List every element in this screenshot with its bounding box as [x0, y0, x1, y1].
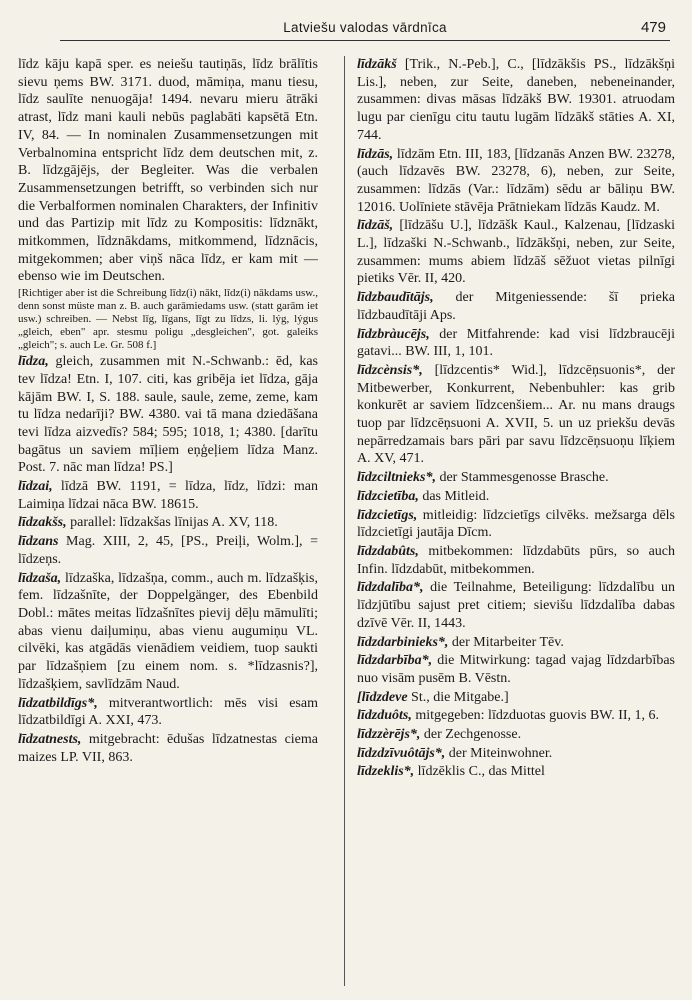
dictionary-entry: [18, 570, 318, 694]
entry-headword: līdzās,: [357, 146, 394, 162]
entry-headword: līdzdzīvuôtājs*,: [357, 745, 446, 761]
dictionary-entry: [357, 579, 675, 632]
entry-headword: līdzakšs,: [18, 515, 67, 531]
dictionary-entry: [18, 695, 318, 730]
dictionary-entry: [18, 533, 318, 568]
entry-text: der Mitgeniessende: šī prieka līdzbaudītāji Aps.: [357, 290, 675, 323]
entry-headword: līdzzèrējs*,: [357, 727, 421, 743]
entry-text: līdzaška, līdzašņa, comm., auch m. līdzašķis, fem. līdzašnīte, der Doppelgänger, des Ebenbild Dobl.: mātes meitas līdzašnītes pievij dēļu māmulīti; abas vienu daiļumiņu, abas vienu augumiņu VL. cilvēki, kas atgādās vienādiem veidiem, tuop saukti par līdzašņiem [zu einem nom. s. *līdzasnis?], līdzašķiem, savlīdzām Naud.: [18, 570, 318, 692]
dictionary-entry: [357, 707, 675, 725]
entry-headword: līdzaša,: [18, 570, 62, 586]
dictionary-entry: [357, 763, 675, 781]
entry-text: der Stammesgenosse Brasche.: [435, 470, 609, 486]
entry-text: [Trik., N.-Peb.], C., [līdzākšis PS., līdzākšņi Lis.], neben, zur Seite, daneben, nebeneinander, zusammen: divas māsas līdzākš BW. 19301. atruodam lugu par cienīgu citu tautu lugām līdzākš stāties A. XI, 744.: [357, 57, 675, 143]
dictionary-entry: [357, 726, 675, 744]
dictionary-entry: [357, 326, 675, 361]
entry-text: gleich, zusammen mit N.-Schwanb.: ēd, kas tev līdza! Etn. I, 107. citi, kas gribēja iet līdza, gāja kājām BW. I, S. 188. saule, saule, zeme, zeme, kam tu līdza nedarīji? BW. 4380. vai tā mana dziedāšana tevi līdza aizvedīs? 584; 595; 1018, 1; 4380. [darītu bagātus un saviem mīļiem eņģeļiem līdza Manz. Post. 7. nāc man līdza! PS.]: [18, 354, 318, 476]
entry-text: līdzām Etn. III, 183, [līdzanās Anzen BW. 23278, (auch līdzavēs BW. 23278, 6), neben, zur Seite, zusammen: līdzās (Var.: līdzām) sēdu ar bāliņu BW. 12016. Uolīniete stāvēja Prātniekam līdzās Kaudz. M.: [357, 146, 675, 215]
dictionary-entry: [357, 745, 675, 763]
entry-text: die Mitwirkung: tagad vajag līdzdarbības nuo visām pusēm B. Vēstn.: [357, 653, 675, 686]
entry-headword: līdzans: [18, 534, 59, 550]
dictionary-entry: [357, 543, 675, 578]
entry-text: St., die Mitgabe.]: [407, 689, 509, 705]
entry-headword: līdzdalība*,: [357, 580, 424, 596]
entry-headword: līdzciltnieks*,: [357, 470, 436, 486]
dictionary-entry: [18, 478, 318, 513]
entry-headword: līdzai,: [18, 479, 53, 495]
dictionary-entry: [357, 56, 675, 145]
entry-text: der Mitfahrende: kad visi līdzbraucēji gatavi... BW. III, 1, 101.: [357, 326, 675, 360]
entry-headword: līdzcietīgs,: [357, 507, 418, 523]
dictionary-entry: [357, 362, 675, 468]
entry-text: līdz kāju kapā sper. es neiešu tautiņās, līdz brālītis sievu ņems BW. 3171. duod, māmiņa, manu tiesu, līdz saulīte nenuogāja! 1494. nevaru mieru ātrāki atrast, līdz mani kauli nebūs paglabāti kapsētā Etn. IV, 84. — In nominalen Zusammensetzungen mit Verbalnomina entspricht līdz dem deutschen mit, z. B. līdzgājējs, der Begleiter. Was die verbalen Zusammensetzungen betrifft, so verbinden sich nur die Verbalformen nominalen Charakters, der Infinitiv und das Partizip mit līdz zu Kompositis: līdznākt, mitkommen, līdznākdams, mitkommend, līdznācis, mitgekommen; aber viņš nāca līdz, er kam mit — ebenso wie im Deutschen.: [18, 57, 318, 285]
entry-text: mitleidig: līdzcietīgs cilvēks. mežsarga dēls līdzcietīgi jautāja Dīcm.: [357, 507, 675, 541]
entry-headword: līdzdabûts,: [357, 543, 419, 559]
entry-headword: līdzdarbība*,: [357, 653, 433, 669]
entry-text: [līdzcentis* Wid.], līdzcēņsuonis*, der Mitbewerber, Konkurrent, Nebenbuhler: kas grib konkurēt ar saviem līdzcenšiem... Ar. nu mans draugs tuop par līdzcēņsuoni A. XVII, 5. un uz priekšu devās nepārredzamais bars pāri par savu līdzcēņsuoņu līķiem A. XV, 471.: [357, 362, 675, 467]
page-number: 479: [640, 19, 666, 36]
entry-headword: līdzcietība,: [357, 488, 419, 504]
entry-text: mitgebracht: ēdušas līdzatnestas ciema maizes LP. VII, 863.: [18, 731, 318, 765]
entry-headword: līdzatbildīgs*,: [18, 695, 98, 711]
entry-text: der Zechgenosse.: [420, 727, 522, 743]
dictionary-entry: [357, 289, 675, 324]
entry-headword: līdzbràucējs,: [357, 326, 430, 342]
left-column: [18, 56, 318, 767]
entry-headword: līdzāš,: [357, 218, 394, 234]
entry-text: līdzēklis C., das Mittel: [414, 764, 545, 780]
page-header: [60, 18, 670, 41]
dictionary-entry: [357, 469, 675, 487]
dictionary-entry: [357, 488, 675, 506]
entry-headword: līdzdarbinieks*,: [357, 634, 449, 650]
entry-headword: līdzduôts,: [357, 708, 412, 724]
entry-headword: līdzcènsis*,: [357, 362, 423, 378]
entry-text: mitgegeben: līdzduotas guovis BW. II, 1, 6.: [411, 708, 660, 724]
entry-text: das Mitleid.: [418, 488, 490, 504]
entry-text: Mag. XIII, 2, 45, [PS., Preiļi, Wolm.], = līdzeņs.: [18, 534, 318, 567]
page-title: Latviešu valodas vārdnīca: [283, 20, 447, 35]
dictionary-entry: [357, 217, 675, 288]
right-column: [357, 56, 675, 782]
entry-text: der Miteinwohner.: [445, 745, 553, 761]
dictionary-entry: [357, 689, 675, 707]
dictionary-entry: [18, 731, 318, 766]
entry-headword: līdza,: [18, 354, 49, 370]
entry-headword: līdzbaudītājs,: [357, 290, 434, 306]
entry-text: die Teilnahme, Beteiligung: līdzdalību un līdzjūtību sajust pret citiem; sievišu līdzdalība dabas dzīvē Vēr. II, 1443.: [357, 580, 675, 631]
dictionary-entry: [18, 514, 318, 532]
entry-text: [Richtiger aber ist die Schreibung līdz(i) nākt, līdz(i) nākdams usw., denn sonst müste man z. B. auch garāmiedams usw. (statt garām iet usw.) schreiben. — Nebst līg, līgans, līgt zu līdzs, li. lýg, lýgus „gleich, eben" apr. stesmu poligu „desgleichen", got. galeiks „gleich"; s. auch Le. Gr. 508 f.]: [18, 287, 318, 352]
dictionary-entry: [357, 652, 675, 687]
entry-text: mitbekommen: līdzdabūts pūrs, so auch Infin. līdzdabūt, mitbekommen.: [357, 543, 675, 577]
entry-text: mitverantwortlich: mēs visi esam līdzatbildīgi A. XXI, 473.: [18, 695, 318, 729]
entry-text: der Mitarbeiter Tēv.: [448, 634, 564, 650]
dictionary-entry: [18, 56, 318, 286]
column-divider: [344, 56, 345, 986]
entry-headword: līdzeklis*,: [357, 764, 415, 780]
entry-headword: [līdzdeve: [357, 689, 408, 705]
dictionary-entry: [357, 146, 675, 217]
dictionary-entry: [18, 287, 318, 352]
entry-headword: līdzatnests,: [18, 731, 82, 747]
entry-text: [līdzāšu U.], līdzāšk Kaul., Kalzenau, [līdzaski L.], līdzaški N.-Schwanb., līdzākšņi, neben, zur Seite, zusammen: mums abiem līdzāš sēžuot vietas pilnīgi pietiks Vēr. II, 420.: [357, 218, 675, 287]
entry-text: parallel: līdzakšas līnijas A. XV, 118.: [66, 515, 278, 531]
entry-headword: līdzākš: [357, 57, 397, 72]
dictionary-entry: [357, 507, 675, 542]
entry-text: līdzā BW. 1191, = līdza, līdz, līdzi: man Laimiņa līdzai nāca BW. 18615.: [18, 479, 318, 512]
dictionary-entry: [18, 353, 318, 477]
dictionary-entry: [357, 634, 675, 652]
